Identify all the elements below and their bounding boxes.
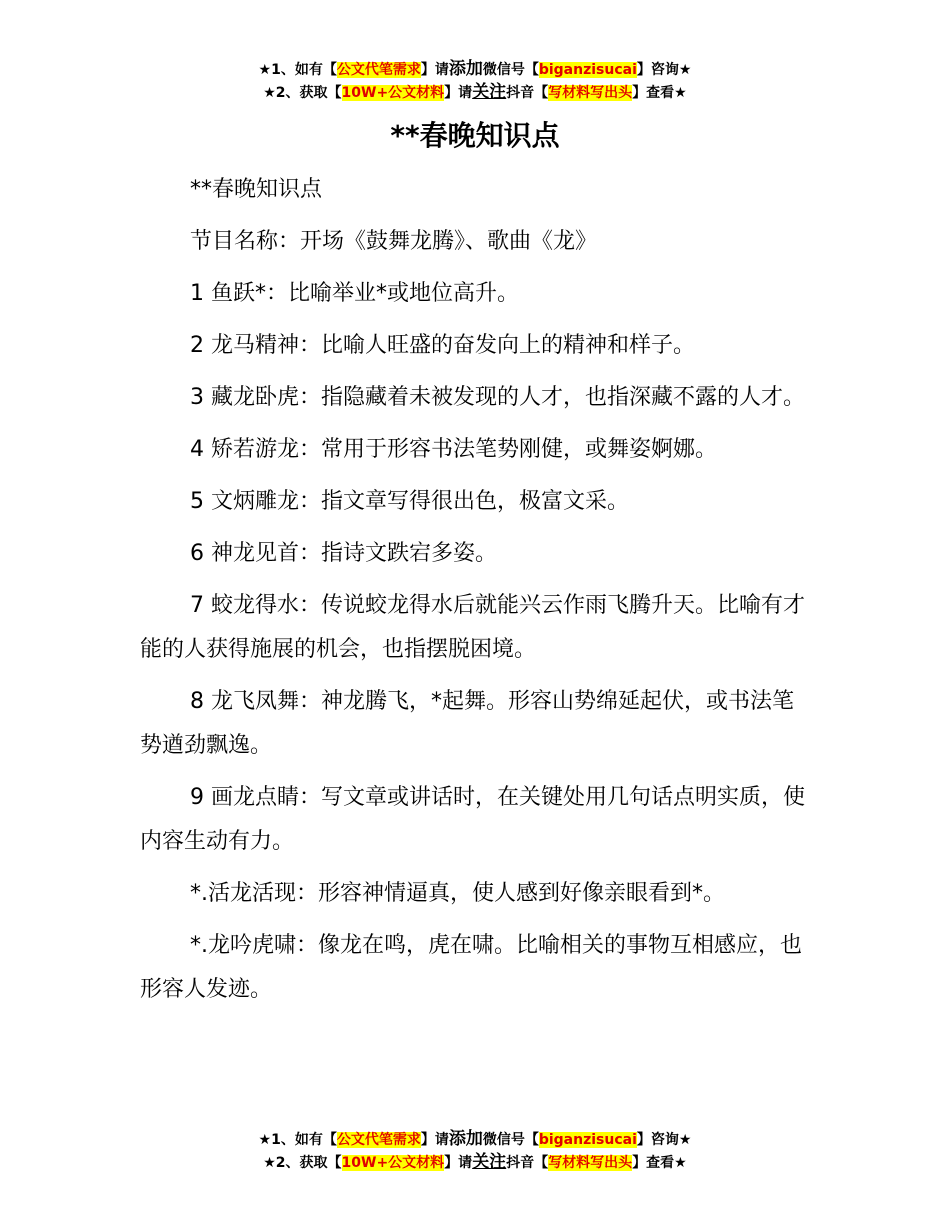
document-title: **春晚知识点 <box>390 119 560 152</box>
header-banner <box>0 58 950 104</box>
highlight-service: 公文代笔需求 <box>336 1132 421 1148</box>
paragraph: 7 蛟龙得水：传说蛟龙得水后就能兴云作雨飞腾升天。比喻有才能的人获得施展的机会，也指摆脱困境。 <box>140 593 805 662</box>
banner-line-1: ★1、如有【公文代笔需求】请添加微信号【biganzisucai】咨询★ <box>258 1129 692 1149</box>
paragraph: 2 龙马精神：比喻人旺盛的奋发向上的精神和样子。 <box>190 333 695 358</box>
banner-line-2: ★2、获取【10W+公文材料】请关注抖音【写材料写出头】查看★ <box>263 82 687 102</box>
highlight-douyin: 写材料写出头 <box>548 85 633 101</box>
footer-banner <box>0 1128 950 1174</box>
banner-line-1: ★1、如有【公文代笔需求】请添加微信号【biganzisucai】咨询★ <box>258 59 692 79</box>
highlight-douyin: 写材料写出头 <box>548 1155 633 1171</box>
paragraph: 3 藏龙卧虎：指隐藏着未被发现的人才，也指深藏不露的人才。 <box>190 385 805 410</box>
paragraph: *.龙吟虎啸：像龙在鸣，虎在啸。比喻相关的事物互相感应，也形容人发迹。 <box>140 933 802 1002</box>
highlight-service: 公文代笔需求 <box>336 62 421 78</box>
highlight-materials: 10W+公文材料 <box>341 85 445 101</box>
paragraph: 节目名称：开场《鼓舞龙腾》、歌曲《龙》 <box>190 229 598 254</box>
highlight-wechat-id: biganzisucai <box>538 1132 637 1148</box>
paragraph: 1 鱼跃*：比喻举业*或地位高升。 <box>190 281 519 306</box>
paragraph: 6 神龙见首：指诗文跌宕多姿。 <box>190 541 497 566</box>
highlight-wechat-id: biganzisucai <box>538 62 637 78</box>
paragraph: **春晚知识点 <box>190 177 323 202</box>
highlight-materials: 10W+公文材料 <box>341 1155 445 1171</box>
banner-line-2: ★2、获取【10W+公文材料】请关注抖音【写材料写出头】查看★ <box>263 1152 687 1172</box>
paragraph: 8 龙飞凤舞：神龙腾飞，*起舞。形容山势绵延起伏，或书法笔势遒劲飘逸。 <box>140 689 794 758</box>
paragraph: *.活龙活现：形容神情逼真，使人感到好像亲眼看到*。 <box>190 881 725 906</box>
paragraph: 5 文炳雕龙：指文章写得很出色，极富文采。 <box>190 489 629 514</box>
document-body <box>140 168 812 1020</box>
paragraph: 9 画龙点睛：写文章或讲话时，在关键处用几句话点明实质，使内容生动有力。 <box>140 785 805 854</box>
paragraph: 4 矫若游龙：常用于形容书法笔势刚健，或舞姿婀娜。 <box>190 437 717 462</box>
